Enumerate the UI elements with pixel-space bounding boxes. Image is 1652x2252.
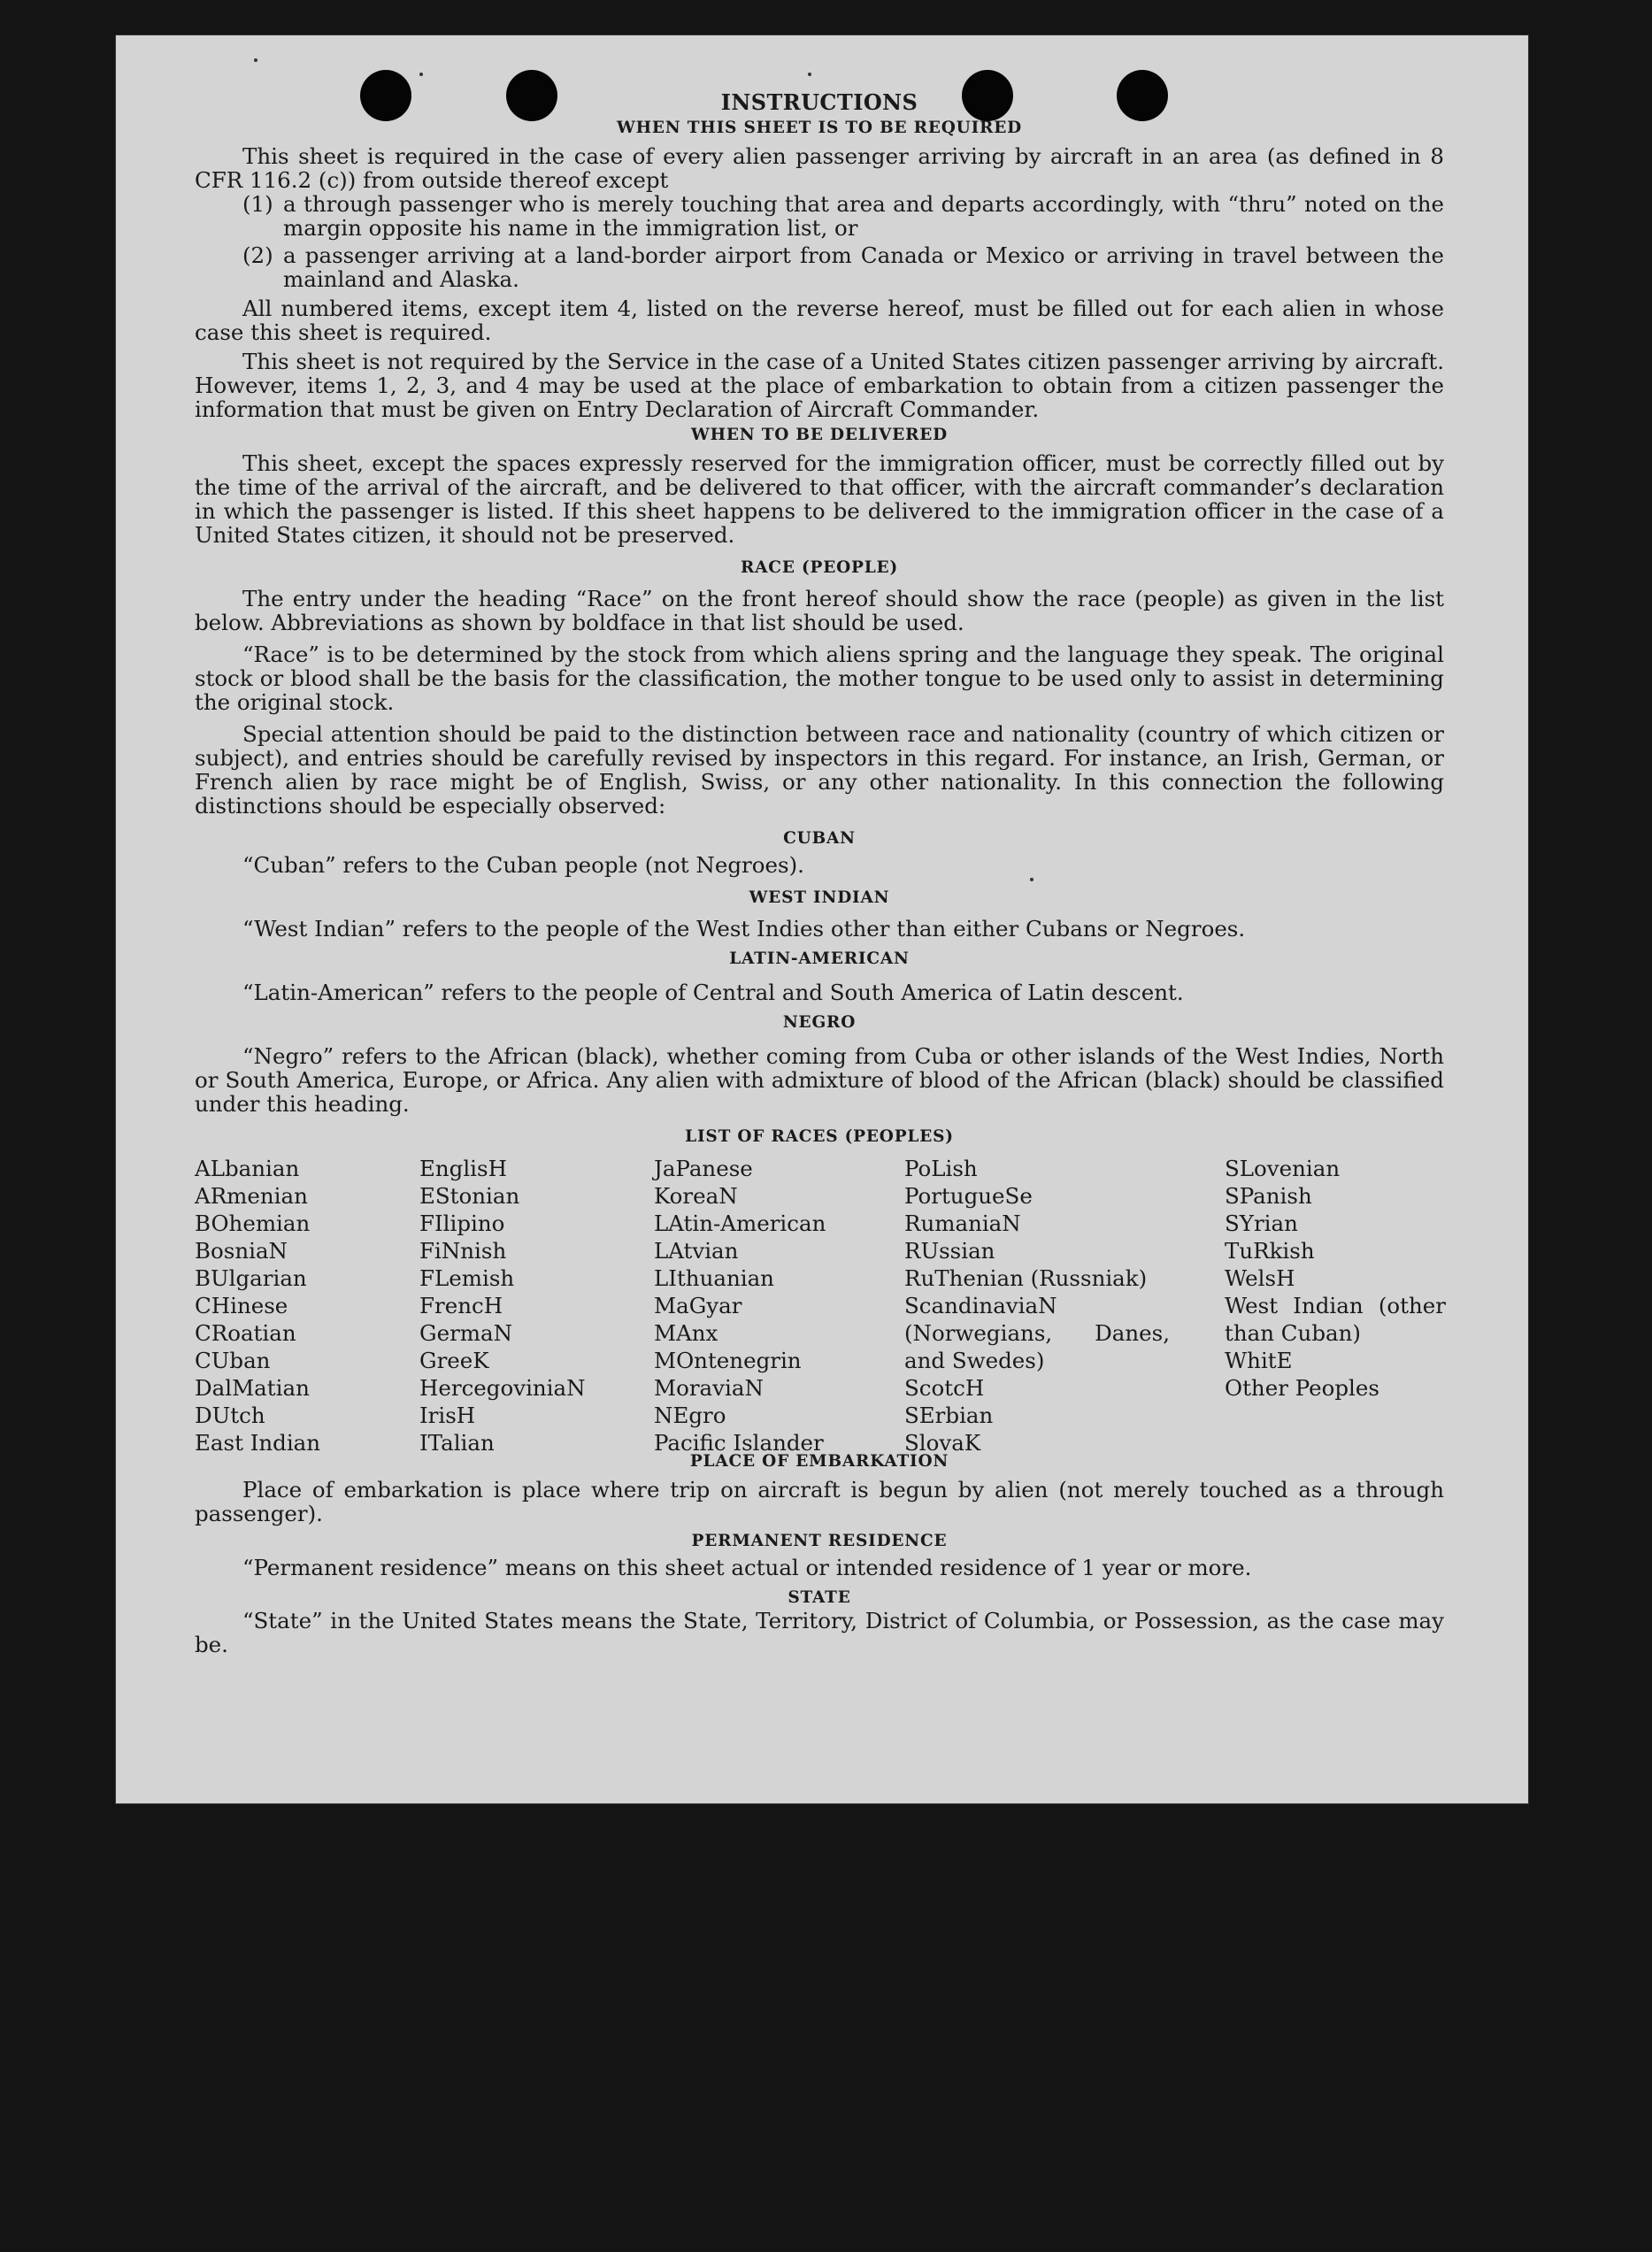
race-item: CHinese <box>195 1293 288 1318</box>
race-item: SPanish <box>1225 1183 1312 1209</box>
race-column-1 <box>195 1155 407 1456</box>
race-item: ScandinaviaN (Norwegians, Danes, and Swedes) <box>904 1293 1170 1373</box>
race-item: LIthuanian <box>654 1265 774 1291</box>
heading-list-of-races: LIST OF RACES (PEOPLES) <box>685 1127 954 1146</box>
page-title: INSTRUCTIONS <box>720 89 918 115</box>
paragraph-race-entry: The entry under the heading “Race” on the front hereof should show the race (people) as given in the list below. Abbreviations as shown by boldface in that list should be used. <box>195 586 1444 635</box>
paragraph-west-indian: “West Indian” refers to the people of the West Indies other than either Cubans or Negroes. <box>242 916 1246 942</box>
race-item: RUssian <box>904 1238 995 1264</box>
race-item: ALbanian <box>195 1156 300 1181</box>
race-item: BOhemian <box>195 1211 311 1236</box>
race-item: West Indian (other than Cuban) <box>1225 1293 1446 1346</box>
race-item: ARmenian <box>195 1183 308 1209</box>
race-item: RuThenian (Russniak) <box>904 1265 1148 1291</box>
race-column-2 <box>419 1155 649 1456</box>
heading-cuban: CUBAN <box>783 829 856 848</box>
race-item: SLovenian <box>1225 1156 1341 1181</box>
race-item: WhitE <box>1225 1348 1293 1373</box>
heading-west-indian: WEST INDIAN <box>749 888 890 907</box>
race-item: GreeK <box>419 1348 489 1373</box>
paragraph-race-nationality: Special attention should be paid to the distinction between race and nationality (country of which citizen or subject), and entries should be carefully revised by inspectors in this regard. For instance, an Irish, German, or French alien by race might be of English, Swiss, or any other nationality. In this connection the following distinctions should be especially observed: <box>195 721 1444 819</box>
paragraph-residence: “Permanent residence” means on this sheet actual or intended residence of 1 year or more. <box>242 1555 1252 1580</box>
dust-speck <box>808 73 811 76</box>
dust-speck <box>254 58 257 62</box>
race-item: MAnx <box>654 1320 718 1346</box>
race-item: DalMatian <box>195 1375 310 1401</box>
heading-permanent-residence: PERMANENT RESIDENCE <box>691 1532 948 1550</box>
paragraph-embarkation: Place of embarkation is place where trip on aircraft is begun by alien (not merely touched as a through passenger). <box>195 1477 1444 1526</box>
race-item: SErbian <box>904 1403 994 1428</box>
race-column-3 <box>654 1155 893 1456</box>
item-number: (1) <box>242 191 273 217</box>
paragraph-cuban: “Cuban” refers to the Cuban people (not Negroes). <box>242 852 804 878</box>
race-item: FLemish <box>419 1265 515 1291</box>
paragraph-state: “State” in the United States means the State, Territory, District of Columbia, or Possession, as the case may be. <box>195 1608 1444 1657</box>
race-item: FrencH <box>419 1293 503 1318</box>
race-item: JaPanese <box>654 1156 753 1181</box>
exception-item-2 <box>195 243 1444 291</box>
race-item: FiNnish <box>419 1238 507 1264</box>
race-item: LAtvian <box>654 1238 739 1264</box>
race-item: LAtin-American <box>654 1211 826 1236</box>
race-item: MoraviaN <box>654 1375 764 1401</box>
paragraph-race-definition: “Race” is to be determined by the stock from which aliens spring and the language they speak. The original stock or blood shall be the basis for the classification, the mother tongue to be used only to assist in determining the original stock. <box>195 642 1444 715</box>
race-item: CUban <box>195 1348 271 1373</box>
race-item: SYrian <box>1225 1211 1298 1236</box>
race-item: KoreaN <box>654 1183 738 1209</box>
race-column-4 <box>904 1155 1170 1456</box>
paragraph-negro: “Negro” refers to the African (black), whether coming from Cuba or other islands of the West Indies, North or South America, Europe, or Africa. Any alien with admixture of blood of the African (black) should be classified under this heading. <box>195 1043 1444 1117</box>
paragraph-delivered: This sheet, except the spaces expressly reserved for the immigration officer, must be correctly filled out by the time of the arrival of the aircraft, and be delivered to that officer, with the aircraft commander’s declaration in which the passenger is listed. If this sheet happens to be delivered to the immigration officer in the case of a United States citizen, it should not be preserved. <box>195 450 1444 548</box>
item-number: (2) <box>242 242 273 268</box>
race-item: East Indian <box>195 1430 321 1456</box>
heading-race: RACE (PEOPLE) <box>740 558 899 577</box>
race-item: PortugueSe <box>904 1183 1033 1209</box>
heading-state: STATE <box>788 1588 851 1607</box>
race-item: IrisH <box>419 1403 476 1428</box>
race-item: ScotcH <box>904 1375 985 1401</box>
race-item: BosniaN <box>195 1238 288 1264</box>
item-text: a through passenger who is merely touching that area and departs accordingly, with “thru” noted on the margin opposite his name in the immigration list, or <box>283 191 1444 241</box>
race-list-table <box>195 1155 1446 1456</box>
race-item: MOntenegrin <box>654 1348 802 1373</box>
paragraph-required: This sheet is required in the case of every alien passenger arriving by aircraft in an area (as defined in 8 CFR 116.2 (c)) from outside thereof except <box>195 143 1444 193</box>
race-item: FIlipino <box>419 1211 505 1236</box>
race-item: SlovaK <box>904 1430 981 1456</box>
race-item: WelsH <box>1225 1265 1295 1291</box>
instructions-text <box>195 90 1444 1656</box>
race-item: EnglisH <box>419 1156 507 1181</box>
dust-speck <box>419 73 423 76</box>
race-item: EStonian <box>419 1183 520 1209</box>
heading-when-delivered: WHEN TO BE DELIVERED <box>691 426 948 444</box>
race-item: TuRkish <box>1225 1238 1315 1264</box>
exception-item-1 <box>195 192 1444 240</box>
paragraph-latin-american: “Latin-American” refers to the people of Central and South America of Latin descent. <box>242 980 1184 1005</box>
paragraph-numbered-items: All numbered items, except item 4, listed on the reverse hereof, must be filled out for each alien in whose case this sheet is required. <box>195 296 1444 345</box>
heading-place-of-embarkation: PLACE OF EMBARKATION <box>689 1452 949 1471</box>
race-item: PoLish <box>904 1156 978 1181</box>
race-item: ITalian <box>419 1430 495 1456</box>
race-item: GermaN <box>419 1320 513 1346</box>
race-item: NEgro <box>654 1403 726 1428</box>
race-item: DUtch <box>195 1403 265 1428</box>
heading-when-required: WHEN THIS SHEET IS TO BE REQUIRED <box>617 119 1022 137</box>
document-page <box>116 35 1528 1803</box>
race-item: CRoatian <box>195 1320 296 1346</box>
item-text: a passenger arriving at a land-border airport from Canada or Mexico or arriving in travel between the mainland and Alaska. <box>283 242 1444 292</box>
heading-latin-american: LATIN-AMERICAN <box>729 949 910 968</box>
race-item: RumaniaN <box>904 1211 1021 1236</box>
heading-negro: NEGRO <box>782 1013 857 1032</box>
paragraph-citizen: This sheet is not required by the Service in the case of a United States citizen passenger arriving by aircraft. However, items 1, 2, 3, and 4 may be used at the place of embarkation to obtain from a citizen passenger the information that must be given on Entry Declaration of Aircraft Commander. <box>195 349 1444 422</box>
race-item: Pacific Islander <box>654 1430 824 1456</box>
race-item: Other Peoples <box>1225 1375 1379 1401</box>
race-item: BUlgarian <box>195 1265 307 1291</box>
race-item: MaGyar <box>654 1293 742 1318</box>
race-column-5 <box>1225 1155 1446 1402</box>
race-item: HercegoviniaN <box>419 1375 586 1401</box>
